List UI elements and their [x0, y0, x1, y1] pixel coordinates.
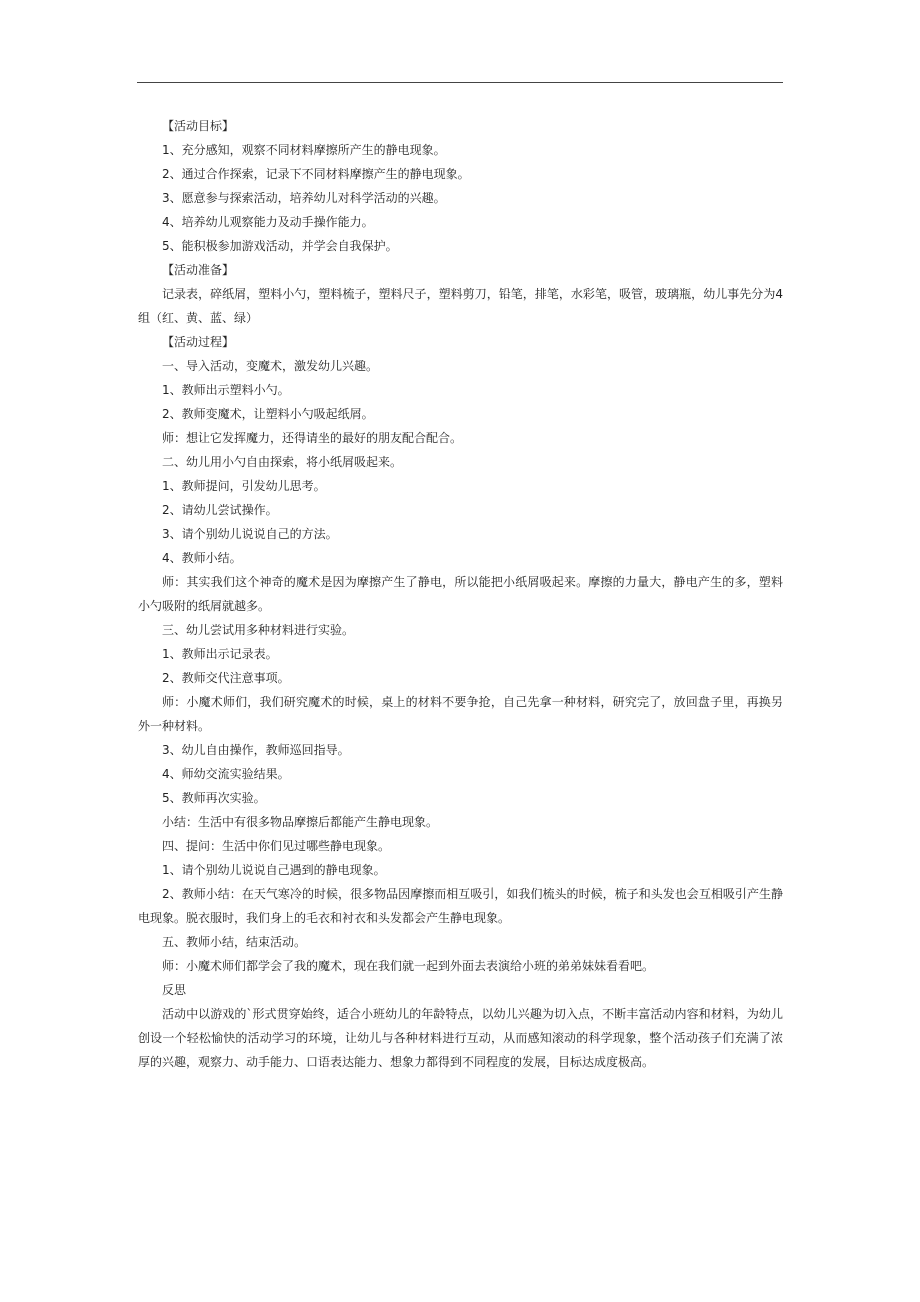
process-paragraph: 3、请个别幼儿说说自己的方法。	[162, 527, 338, 541]
goal-item-3: 3、愿意参与探索活动，培养幼儿对科学活动的兴趣。	[162, 191, 446, 205]
process-paragraph: 2、教师小结：在天气寒冷的时候，很多物品因摩擦而相互吸引，如我们梳头的时候，梳子和头发也会互相吸引产生静电现象。脱衣服时，我们身上的毛衣和衬衣和头发都会产生静电现象。	[138, 887, 783, 925]
preparation-text: 记录表，碎纸屑，塑料小勺，塑料梳子，塑料尺子，塑料剪刀，铅笔，排笔，水彩笔，吸管，玻璃瓶，幼儿事先分为4组（红、黄、蓝、绿）	[138, 287, 783, 325]
process-paragraph: 师：其实我们这个神奇的魔术是因为摩擦产生了静电，所以能把小纸屑吸起来。摩擦的力量大，静电产生的多，塑料小勺吸附的纸屑就越多。	[138, 575, 783, 613]
process-step-2: 二、幼儿用小勺自由探索，将小纸屑吸起来。	[162, 455, 403, 469]
document-body	[138, 114, 783, 1074]
process-paragraph: 1、教师提问，引发幼儿思考。	[162, 479, 326, 493]
goal-item-2: 2、通过合作探索，记录下不同材料摩擦产生的静电现象。	[162, 167, 470, 181]
process-step-5: 五、教师小结，结束活动。	[162, 935, 307, 949]
process-paragraph: 2、教师变魔术，让塑料小勺吸起纸屑。	[162, 407, 374, 421]
process-paragraph: 5、教师再次实验。	[162, 791, 266, 805]
header-rule	[137, 82, 783, 83]
goal-item-1: 1、充分感知，观察不同材料摩擦所产生的静电现象。	[162, 143, 446, 157]
process-step-4: 四、提问：生活中你们见过哪些静电现象。	[162, 839, 391, 853]
process-paragraph: 2、教师交代注意事项。	[162, 671, 290, 685]
process-step-3: 三、幼儿尝试用多种材料进行实验。	[162, 623, 355, 637]
reflection-text: 活动中以游戏的`形式贯穿始终，适合小班幼儿的年龄特点，以幼儿兴趣为切入点，不断丰富活动内容和材料，为幼儿创设一个轻松愉快的活动学习的环境，让幼儿与各种材料进行互动，从而感知滚动的科学现象，整个活动孩子们充满了浓厚的兴趣，观察力、动手能力、口语表达能力、想象力都得到不同程度的发展，目标达成度极高。	[138, 1007, 783, 1069]
process-step-1: 一、导入活动，变魔术，激发幼儿兴趣。	[162, 359, 379, 373]
goal-item-5: 5、能积极参加游戏活动，并学会自我保护。	[162, 239, 398, 253]
process-paragraph: 3、幼儿自由操作，教师巡回指导。	[162, 743, 350, 757]
section-heading-reflection: 反思	[162, 983, 187, 997]
process-paragraph: 师：小魔术师们都学会了我的魔术，现在我们就一起到外面去表演给小班的弟弟妹妹看看吧。	[162, 959, 655, 973]
section-heading-preparation: 【活动准备】	[162, 263, 235, 277]
process-paragraph: 2、请幼儿尝试操作。	[162, 503, 278, 517]
process-paragraph: 1、教师出示记录表。	[162, 647, 278, 661]
process-paragraph: 师：想让它发挥魔力，还得请坐的最好的朋友配合配合。	[162, 431, 463, 445]
process-paragraph: 4、教师小结。	[162, 551, 242, 565]
section-heading-goals: 【活动目标】	[162, 119, 235, 133]
process-paragraph: 小结：生活中有很多物品摩擦后都能产生静电现象。	[162, 815, 439, 829]
goal-item-4: 4、培养幼儿观察能力及动手操作能力。	[162, 215, 374, 229]
process-paragraph: 4、师幼交流实验结果。	[162, 767, 290, 781]
process-paragraph: 师：小魔术师们，我们研究魔术的时候，桌上的材料不要争抢，自己先拿一种材料，研究完了，放回盘子里，再换另外一种材料。	[138, 695, 783, 733]
process-paragraph: 1、请个别幼儿说说自己遇到的静电现象。	[162, 863, 386, 877]
process-paragraph: 1、教师出示塑料小勺。	[162, 383, 290, 397]
section-heading-process: 【活动过程】	[162, 335, 235, 349]
